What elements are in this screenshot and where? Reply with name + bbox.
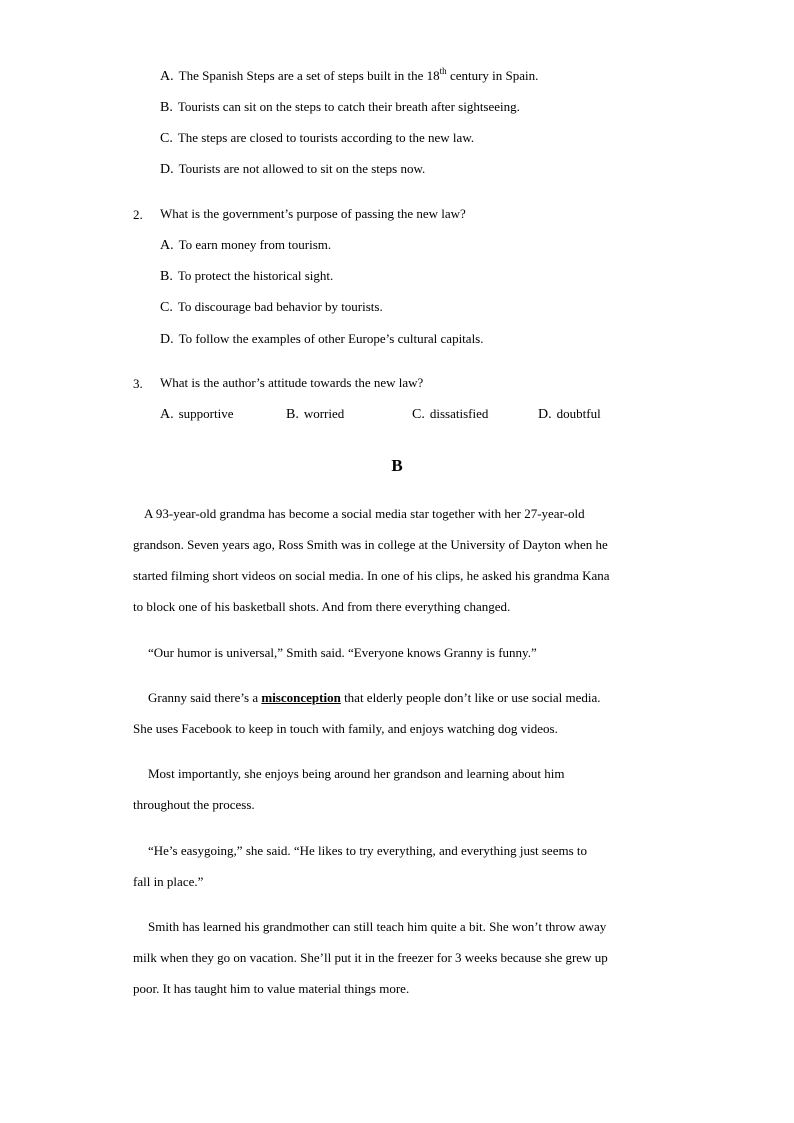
option-letter: B. — [160, 100, 173, 115]
passage-line: poor. It has taught him to value material things more. — [133, 981, 410, 996]
q3-option-a — [160, 406, 234, 423]
option-letter: A. — [160, 238, 174, 253]
option-text: The steps are closed to tourists according to the new law. — [177, 130, 475, 145]
passage-line — [148, 690, 601, 706]
option-text: doubtful — [556, 406, 601, 421]
q1-option-d — [160, 161, 425, 178]
q3-option-b — [286, 406, 344, 423]
option-letter: D. — [160, 162, 174, 177]
option-letter: A. — [160, 69, 174, 84]
q2-stem: What is the government’s purpose of passing the new law? — [160, 206, 466, 221]
option-text: worried — [303, 406, 345, 421]
passage-line: Smith has learned his grandmother can still teach him quite a bit. She won’t throw away — [148, 919, 607, 934]
passage-line: milk when they go on vacation. She’ll put it in the freezer for 3 weeks because she grew up — [133, 950, 608, 965]
q2-option-b — [160, 268, 333, 285]
passage-line: “Our humor is universal,” Smith said. “Everyone knows Granny is funny.” — [148, 645, 537, 660]
text-part: that elderly people don’t like or use social media. — [340, 690, 601, 705]
option-text: Tourists can sit on the steps to catch their breath after sightseeing. — [177, 99, 520, 114]
option-text: Tourists are not allowed to sit on the steps now. — [178, 161, 426, 176]
option-letter: C. — [412, 407, 425, 422]
passage-line: Most importantly, she enjoys being around her grandson and learning about him — [148, 766, 565, 781]
q2-option-a — [160, 237, 331, 254]
passage-line: throughout the process. — [133, 797, 255, 812]
text-part: Granny said there’s a — [148, 690, 262, 705]
q3-stem: What is the author’s attitude towards the new law? — [160, 375, 424, 390]
option-text: dissatisfied — [429, 406, 489, 421]
option-text-part: The Spanish Steps are a set of steps built in the 18 — [178, 68, 440, 83]
passage-line: She uses Facebook to keep in touch with family, and enjoys watching dog videos. — [133, 721, 558, 736]
q2-number: 2. — [133, 207, 143, 222]
option-letter: D. — [538, 407, 552, 422]
q3-option-c — [412, 406, 488, 423]
option-text: To follow the examples of other Europe’s cultural capitals. — [178, 331, 484, 346]
ordinal-suffix: th — [439, 66, 447, 76]
q1-option-b — [160, 99, 520, 116]
vocabulary-keyword: misconception — [261, 690, 341, 705]
q1-option-a — [160, 68, 538, 85]
option-letter: D. — [160, 332, 174, 347]
passage-line: “He’s easygoing,” she said. “He likes to try everything, and everything just seems to — [148, 843, 588, 858]
q1-option-c — [160, 130, 474, 147]
passage-line: to block one of his basketball shots. And from there everything changed. — [133, 599, 511, 614]
option-letter: C. — [160, 300, 173, 315]
option-letter: B. — [286, 407, 299, 422]
q2-option-c — [160, 299, 383, 316]
q2-option-d — [160, 331, 483, 348]
q3-option-d — [538, 406, 601, 423]
section-title: B — [391, 456, 403, 475]
option-text: supportive — [178, 406, 234, 421]
option-text-part: century in Spain. — [446, 68, 539, 83]
option-letter: A. — [160, 407, 174, 422]
option-text: To discourage bad behavior by tourists. — [177, 299, 383, 314]
option-text: To earn money from tourism. — [178, 237, 332, 252]
option-text: To protect the historical sight. — [177, 268, 334, 283]
passage-line: started filming short videos on social media. In one of his clips, he asked his grandma Kana — [133, 568, 610, 583]
option-letter: C. — [160, 131, 173, 146]
passage-line: fall in place.” — [133, 874, 204, 889]
passage-line: grandson. Seven years ago, Ross Smith was in college at the University of Dayton when he — [133, 537, 608, 552]
passage-line: A 93-year-old grandma has become a social media star together with her 27-year-old — [144, 506, 585, 521]
q3-number: 3. — [133, 376, 143, 391]
option-letter: B. — [160, 269, 173, 284]
